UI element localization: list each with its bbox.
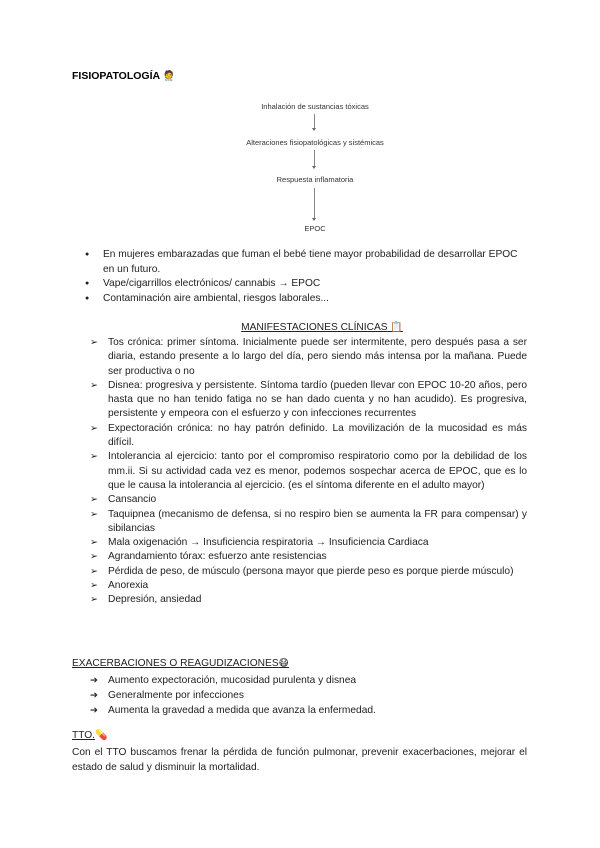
list-item: ➢ Expectoración crónica: no hay patrón definido. La movilización de la mucosidad es más difícil.: [90, 422, 527, 451]
list-item: ➢ Intolerancia al ejercicio: tanto por el compromiso respiratorio como por la debilidad de los mm.ii. Si su actividad cada vez es menor, podemos sospechar acerca de EPOC, que es lo que le causa la intolerancia al ejercicio. (es el síntoma diferente en el adulto mayor): [90, 450, 527, 493]
list-item: ➢ Anorexia: [90, 579, 527, 593]
flow-node-epoc: EPOC: [304, 224, 326, 233]
flow-node-alteraciones: Alteraciones fisiopatológicas y sistémicas: [246, 138, 384, 147]
health-worker-emoji-icon: 🧑‍⚕️: [162, 71, 176, 82]
flow-arrow-2: [314, 150, 315, 166]
manifestaciones-title: MANIFESTACIONES CLÍNICAS: [241, 322, 388, 333]
flow-node-respuesta: Respuesta inflamatoria: [276, 175, 354, 184]
flow-arrowhead-1: [312, 128, 316, 131]
list-item: ➔ Generalmente por infecciones: [90, 688, 527, 703]
list-item: ● Vape/cigarrillos electrónicos/ cannabis → EPOC: [85, 277, 525, 292]
tto-paragraph: Con el TTO buscamos frenar la pérdida de función pulmonar, prevenir exacerbaciones, mejorar el estado de salud y disminuir la mortalidad.: [72, 747, 527, 773]
risk-factors-list: [85, 248, 525, 306]
clipboard-emoji-icon: 📋: [390, 322, 403, 333]
exacerbaciones-heading: [72, 658, 289, 669]
list-item: ➢ Taquipnea (mecanismo de defensa, si no respiro bien se aumenta la FR para compensar) y sibilancias: [90, 508, 527, 537]
fisiopatologia-title: FISIOPATOLOGÍA: [72, 70, 160, 82]
list-item: ➢ Cansancio: [90, 493, 527, 507]
flow-node-inhalacion: Inhalación de sustancias tóxicas: [261, 102, 369, 111]
list-item: ➔ Aumenta la gravedad a medida que avanza la enfermedad.: [90, 703, 527, 718]
manifestaciones-list: [90, 336, 527, 608]
exacerbaciones-title: EXACERBACIONES O REAGUDIZACIONES: [72, 658, 279, 669]
pill-emoji-icon: 💊: [95, 730, 108, 741]
pathophysiology-flowchart: [200, 100, 430, 240]
list-item: ➔ Aumento expectoración, mucosidad purulenta y disnea: [90, 673, 527, 688]
list-item: ➢ Agrandamiento tórax: esfuerzo ante resistencias: [90, 550, 527, 564]
flow-arrow-1: [314, 114, 315, 128]
flow-arrow-3: [314, 188, 315, 218]
list-item: ➢ Depresión, ansiedad: [90, 593, 527, 607]
flow-arrowhead-2: [312, 166, 316, 169]
list-item: ➢ Tos crónica: primer síntoma. Inicialmente puede ser intermitente, pero después pasa a ser diaria, estando presente a lo largo del día, pero siendo más intensa por la mañana. Puede ser productiva o no: [90, 336, 527, 379]
tto-heading: [72, 730, 107, 741]
list-item: ➢ Pérdida de peso, de músculo (persona mayor que pierde peso es porque pierde músculo): [90, 565, 527, 579]
list-item: ● En mujeres embarazadas que fuman el bebé tiene mayor probabilidad de desarrollar EPOC en un futuro.: [85, 248, 525, 277]
list-item: ➢ Mala oxigenación → Insuficiencia respiratoria → Insuficiencia Cardiaca: [90, 536, 527, 550]
flow-arrowhead-3: [312, 218, 316, 221]
mask-face-emoji-icon: 😷: [278, 658, 290, 669]
list-item: ● Contaminación aire ambiental, riesgos laborales...: [85, 292, 525, 307]
tto-title: TTO.: [72, 730, 96, 741]
exacerbaciones-list: [90, 673, 527, 718]
manifestaciones-heading: [0, 322, 600, 333]
list-item: ➢ Disnea: progresiva y persistente. Síntoma tardío (pueden llevar con EPOC 10-20 años, pero hasta que no han tenido fatiga no se han dado cuenta y no han acudido). Es progresiva, persistente y empeora con el esfuerzo y con infecciones recurrentes: [90, 379, 527, 422]
fisiopatologia-heading: [72, 70, 175, 82]
